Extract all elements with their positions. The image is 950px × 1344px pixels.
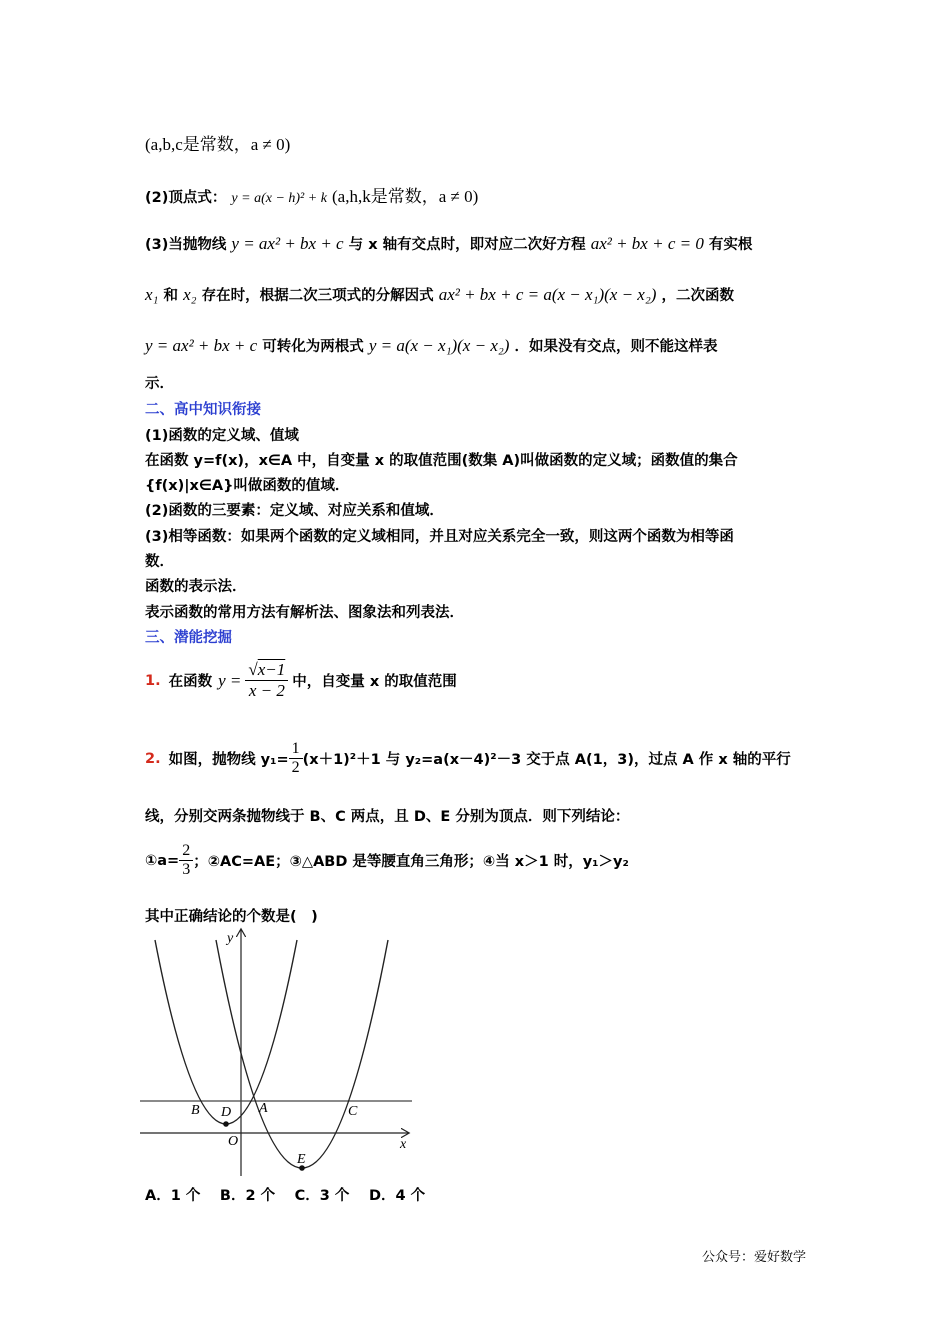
- vertex-d-dot: [223, 1121, 229, 1127]
- fraction-numerator: √x−1: [245, 660, 288, 681]
- footer-wechat: 公众号：爱好数学: [701, 1250, 806, 1265]
- question-1: [145, 660, 457, 701]
- text: 与 x 轴有交点时，即对应二次好方程: [348, 237, 586, 253]
- line-roots-3: [145, 335, 718, 356]
- line-roots-4: 示．: [145, 376, 174, 392]
- text: 中，自变量 x 的取值范围: [292, 674, 457, 690]
- label-b: B: [191, 1103, 200, 1118]
- radicand: x−1: [257, 660, 286, 679]
- line-roots-1: [145, 233, 752, 254]
- text: 可转化为两根式: [262, 339, 364, 355]
- label-c: C: [348, 1104, 358, 1119]
- para-4: (2)函数的三要素：定义域、对应关系和值域．: [145, 503, 444, 519]
- math: y =: [218, 670, 242, 690]
- fraction-denominator: 3: [182, 861, 191, 878]
- text: 存在时，根据二次三项式的分解因式: [201, 288, 434, 304]
- line-roots-2: [145, 284, 734, 305]
- para-2: 在函数 y=f(x)，x∈A 中，自变量 x 的取值范围(数集 A)叫做函数的定义域；函数值的集合: [145, 453, 738, 469]
- line-vertex-form: [145, 182, 478, 207]
- fraction-denominator: x − 2: [248, 681, 285, 700]
- text: ；②AC=AE；③△ABD 是等腰直角三角形；④当 x＞1 时，y₁＞y₂: [193, 854, 629, 870]
- text: ①a=: [145, 852, 180, 869]
- fraction-numerator: 1: [289, 740, 303, 759]
- question-2-conclusions: [145, 842, 629, 879]
- text: 如图，抛物线 y₁=: [168, 752, 289, 768]
- section-heading-3: 三、潜能挖掘: [145, 630, 232, 646]
- line-constants: (a,b,c是常数，a ≠ 0): [145, 135, 291, 154]
- label-x: x: [400, 1137, 407, 1152]
- label-e: E: [297, 1152, 306, 1167]
- math: ax² + bx + c = 0: [590, 234, 704, 253]
- question-2: [145, 740, 791, 777]
- parabola-graph: [140, 926, 420, 1176]
- fraction: [245, 660, 288, 701]
- question-number: 2.: [145, 750, 161, 767]
- math: ax² + bx + c = a(x − x₁)(x − x₂): [438, 285, 657, 304]
- label-o: O: [228, 1134, 239, 1149]
- para-6: 数．: [145, 554, 174, 570]
- math-tail: (a,h,k是常数，a ≠ 0): [331, 187, 479, 206]
- text: (3)当抛物线: [145, 237, 227, 253]
- parabola-y2: [216, 940, 388, 1168]
- para-8: 表示函数的常用方法有解析法、图象法和列表法．: [145, 605, 464, 621]
- question-2-line-2: 线，分别交两条抛物线于 B、C 两点，且 D、E 分别为顶点．则下列结论：: [145, 809, 630, 825]
- parabola-y1: [155, 940, 297, 1124]
- para-5: (3)相等函数：如果两个函数的定义域相同，并且对应关系完全一致，则这两个函数为相等函: [145, 529, 734, 545]
- fraction-half: [289, 740, 303, 777]
- answer-options: A．1 个 B．2 个 C．3 个 D．4 个: [145, 1188, 426, 1204]
- section-heading-2: 二、高中知识衔接: [145, 402, 261, 418]
- math: y = ax² + bx + c: [145, 336, 258, 355]
- para-3: {f(x)|x∈A}叫做函数的值域．: [145, 478, 350, 494]
- para-1: (1)函数的定义域、值域: [145, 428, 299, 444]
- question-2-prompt: 其中正确结论的个数是( ): [145, 909, 318, 925]
- math: y = a(x − x₁)(x − x₂): [368, 336, 510, 355]
- math: y = ax² + bx + c: [231, 234, 344, 253]
- text: ．如果没有交点，则不能这样表: [514, 339, 718, 355]
- text: 有实根: [708, 237, 753, 253]
- label-y: y: [227, 931, 234, 946]
- fraction-numerator: 2: [179, 842, 193, 861]
- label: (2)顶点式：: [145, 190, 227, 206]
- math: x₂: [183, 285, 197, 304]
- text: 和: [163, 288, 179, 304]
- text: 在函数: [168, 674, 213, 690]
- label-a: A: [259, 1101, 268, 1116]
- para-7: 函数的表示法．: [145, 579, 247, 595]
- text: (x＋1)²＋1 与 y₂=a(x－4)²－3 交于点 A(1，3)，过点 A 作 x 轴的平行: [302, 752, 791, 768]
- text: ，二次函数: [661, 288, 734, 304]
- fraction-two-thirds: [179, 842, 193, 879]
- math: x₁: [145, 285, 159, 304]
- math: y = a(x − h)² + k: [231, 191, 327, 206]
- fraction-denominator: 2: [291, 759, 300, 776]
- question-number: 1.: [145, 672, 161, 689]
- label-d: D: [221, 1105, 232, 1120]
